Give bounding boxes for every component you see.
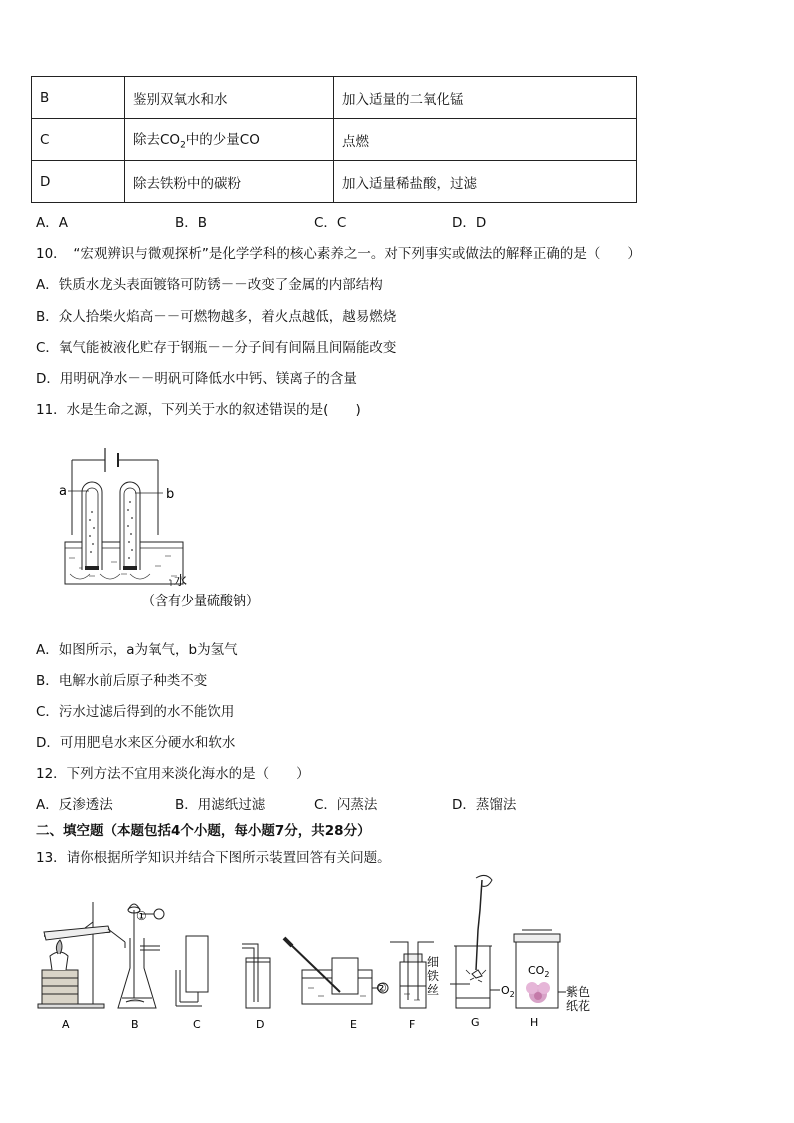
svg-text:O2 [501, 984, 515, 999]
q9-choice-a: A．A [36, 215, 68, 231]
label-b: B [131, 1018, 139, 1031]
apparatus-c [176, 936, 208, 1006]
apparatus-a [38, 902, 125, 1008]
q10-option-d: D．用明矾净水－－明矾可降低水中钙、镁离子的含量 [36, 371, 357, 387]
section-heading: 二、填空题（本题包括4个小题，每小题7分，共28分） [36, 823, 371, 839]
q11-option-a: A．如图所示，a为氧气，b为氢气 [36, 642, 238, 658]
q10-option-b: B．众人拾柴火焰高－－可燃物越多，着火点越低，越易燃烧 [36, 309, 397, 325]
apparatus-diagram [30, 870, 600, 1035]
test-tube-a [82, 482, 102, 570]
q10-stem: 10． “宏观辨识与微观探析”是化学学科的核心素养之一。对下列事实或做法的解释正确的是（ ） [36, 246, 641, 262]
purpose-sub: 2 [180, 140, 186, 151]
label-a: A [62, 1018, 70, 1031]
label-b: b [166, 487, 175, 502]
figure-caption: （含有少量硫酸钠） [142, 594, 260, 609]
q12-option-b: B．用滤纸过滤 [175, 797, 266, 813]
table-row [32, 119, 637, 161]
row-letter: B [32, 77, 125, 119]
q13-stem: 13．请你根据所学知识并结合下图所示装置回答有关问题。 [36, 850, 391, 866]
row-purpose: 鉴别双氧水和水 [125, 77, 334, 119]
test-tube-b [120, 482, 140, 570]
label-water: 水 [174, 574, 188, 589]
options-table [31, 76, 637, 203]
row-letter: D [32, 161, 125, 203]
q12-stem: 12．下列方法不宜用来淡化海水的是（ ） [36, 766, 310, 782]
g-label-2: 铁 [427, 969, 440, 983]
row-method: 加入适量稀盐酸，过滤 [334, 161, 637, 203]
h-flower-2: 纸花 [566, 999, 591, 1013]
q12-option-d: D．蒸馏法 [452, 797, 517, 813]
q10-option-c: C．氧气能被液化贮存于钢瓶－－分子间有间隔且间隔能改变 [36, 340, 397, 356]
marker-2: ② [376, 981, 387, 995]
h-co2-sub: 2 [544, 970, 550, 979]
h-co2: CO [528, 964, 545, 977]
row-purpose: 除去铁粉中的碳粉 [125, 161, 334, 203]
q11-option-d: D．可用肥皂水来区分硬水和软水 [36, 735, 236, 751]
label-a: a [59, 484, 67, 499]
apparatus-e [284, 938, 388, 1004]
purpose-post: 中的少量CO [185, 132, 260, 149]
q9-choice-b: B．B [175, 215, 208, 231]
table-row [32, 161, 637, 203]
g-o2: O [501, 984, 510, 997]
h-flower-1: 紫色 [566, 985, 591, 999]
row-method: 加入适量的二氧化锰 [334, 77, 637, 119]
label-c: C [193, 1018, 201, 1031]
label-d: D [256, 1018, 265, 1031]
q11-option-c: C．污水过滤后得到的水不能饮用 [36, 704, 235, 720]
g-label-1: 细 [427, 955, 440, 969]
q9-choice-d: D．D [452, 215, 487, 231]
apparatus-g [450, 875, 500, 1008]
row-letter: C [32, 119, 125, 161]
label-f: F [409, 1018, 416, 1031]
table-row [32, 77, 637, 119]
q11-option-b: B．电解水前后原子种类不变 [36, 673, 208, 689]
electrolysis-diagram [55, 440, 285, 615]
g-o2-sub: 2 [509, 990, 515, 999]
q10-option-a: A．铁质水龙头表面镀铬可防锈－－改变了金属的内部结构 [36, 277, 383, 293]
q12-option-a: A．反渗透法 [36, 797, 113, 813]
label-h: H [530, 1016, 539, 1029]
label-g: G [471, 1016, 480, 1029]
row-purpose [125, 119, 334, 161]
q9-choice-c: C．C [314, 215, 347, 231]
q12-option-c: C．闪蒸法 [314, 797, 378, 813]
g-label-3: 丝 [427, 983, 440, 997]
apparatus-d [242, 944, 270, 1008]
q11-stem: 11．水是生命之源，下列关于水的叙述错误的是( ) [36, 402, 361, 418]
purpose-pre: 除去CO [133, 132, 181, 149]
label-e: E [350, 1018, 357, 1031]
row-method: 点燃 [334, 119, 637, 161]
battery-icon [105, 448, 118, 472]
marker-1: ① [136, 909, 147, 923]
